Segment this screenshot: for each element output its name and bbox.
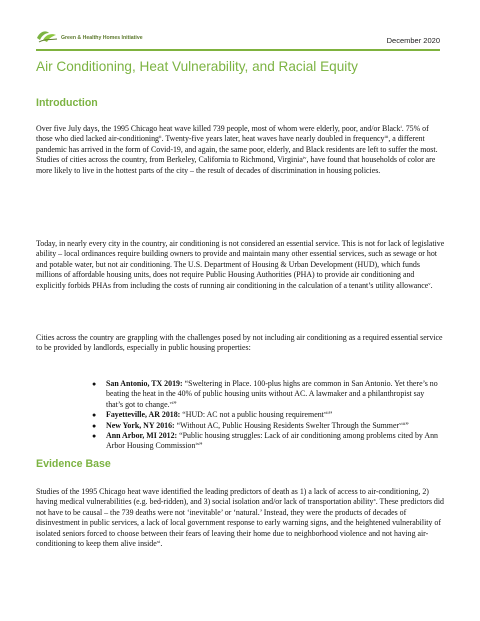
footnote-ref: xi xyxy=(156,539,161,545)
footnote-ref: v xyxy=(428,280,431,286)
bullet-icon: ● xyxy=(92,432,97,441)
footnote-ref: ix xyxy=(195,441,200,447)
evidence-paragraph-1: Studies of the 1995 Chicago heat wave identified the leading predictors of death as 1) a lack of access to air-conditioning, 2) having medical vulnerabilities (e.g. bed-ridden), and 3) social isolation and/or lack of transportation ability$^x$. These predictors did not have to be causal – the 739 deaths were not ‘inevitable’ or ‘natural.’ Instead, they were the products of decades of disinvestment in public services, a lack of local government response to early warning signs, and the heightened vulnerability of isolated seniors forced to choose between their fears of leaving their home due to neighborhood violence and not having air-conditioning to keep them alive inside$^{xi}$. xyxy=(36,487,444,549)
footnote-ref: ii xyxy=(159,134,162,140)
header-divider xyxy=(36,49,440,51)
header-date: December 2020 xyxy=(386,36,440,45)
bullet-icon: ● xyxy=(92,411,97,420)
section-heading-evidence-base: Evidence Base xyxy=(36,458,111,470)
intro-paragraph-1: Over five July days, the 1995 Chicago heat wave killed 739 people, most of whom were elderly, poor, and/or Black$^i$. 75% of those who died lacked air-conditioning$^{ii}$. Twenty-five years later, heat waves have nearly doubled in frequency$^{iii}$, a different pandemic has arrived in the form of Covid-19, and again, the same poor, elderly, and Black residents are left to suffer the most. Studies of cities across the country, from Berkeley, California to Richmond, Virginia$^{iv}$, have found that households of color are more likely to live in the hottest parts of the city – the result of decades of discrimination in housing policies. xyxy=(36,124,438,175)
footnote-ref: i xyxy=(400,124,402,129)
section-heading-introduction: Introduction xyxy=(36,97,98,109)
intro-paragraph-3: Cities across the country are grappling with the challenges posed by not including air conditioning as a required essential service to be provided by landlords, especially in public housing properties: xyxy=(36,333,443,353)
org-name: Green & Healthy Homes Initiative xyxy=(61,35,143,41)
footnote-ref: viii xyxy=(399,420,406,426)
intro-paragraph-2: Today, in nearly every city in the country, air conditioning is not considered an essential service. This is not for lack of legislative ability – local ordinances require building owners to provide and maintain many other essential services, such as sewage or hot and potable water, but not air conditioning. The U.S. Department of Housing & Urban Development (HUD), which funds millions of affordable housing units, does not require Public Housing Authorities (PHA) to provide air conditioning and explicitly forbids PHAs from including the costs of running air conditioning in the calculation of a tenant’s utility allowance$^v$. xyxy=(36,239,445,290)
ghhi-logo-icon xyxy=(36,29,58,45)
footnote-ref: x xyxy=(373,497,376,503)
footnote-ref: vi xyxy=(169,399,174,405)
page-header xyxy=(36,26,440,48)
footnote-ref: iii xyxy=(384,134,389,140)
list-item: ● Ann Arbor, MI 2012: “Public housing struggles: Lack of air conditioning among problems cited by Ann Arbor Housing Commission$^{ix}$” xyxy=(92,431,438,451)
footnote-ref: vii xyxy=(323,410,329,416)
footnote-ref: iv xyxy=(302,155,307,161)
list-item: ● Fayetteville, AR 2018: “HUD: AC not a public housing requirement$^{vii}$” xyxy=(92,410,333,420)
list-item: ● New York, NY 2016: “Without AC, Public Housing Residents Swelter Through the Summer$^{viii}$” xyxy=(92,420,409,430)
page-title: Air Conditioning, Heat Vulnerability, and Racial Equity xyxy=(36,59,358,74)
bullet-icon: ● xyxy=(92,380,97,388)
list-item: ● San Antonio, TX 2019: “Sweltering in Place. 100-plus highs are common in San Antonio. Yet there’s no beating the heat in the 40% of public housing units without AC. A lawmaker and a philanthropist say that’s got to change.$^{vi}$” xyxy=(92,379,438,409)
bullet-icon: ● xyxy=(92,421,97,430)
news-headline-list xyxy=(36,379,446,452)
